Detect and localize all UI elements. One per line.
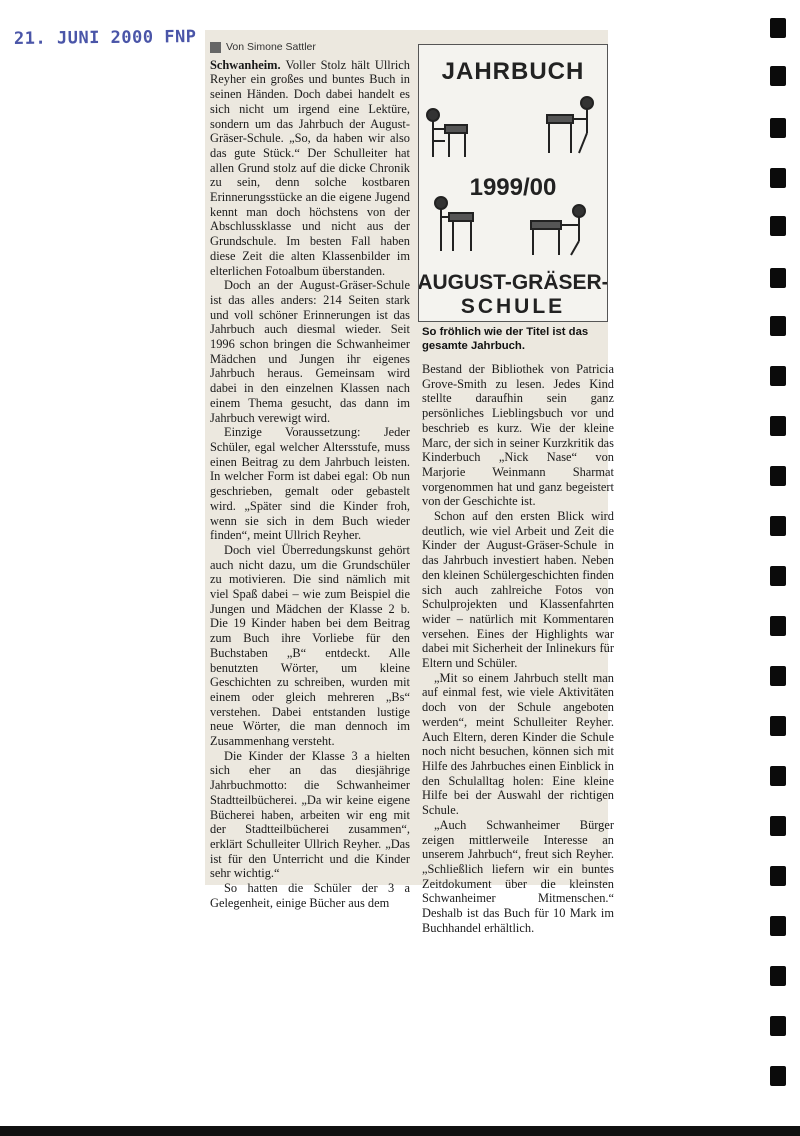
punch-hole bbox=[770, 118, 786, 138]
article-paragraph-6: So hatten die Schüler der 3 a Gelegenheit, einige Bücher aus dem bbox=[210, 881, 410, 910]
dateline-place: Schwanheim. bbox=[210, 57, 281, 72]
article-paragraph-8: Schon auf den ersten Blick wird deutlich, wie viel Arbeit und Zeit die Kinder der August-Gräser-Schule in das Jahrbuch investiert haben. Neben den kleinen Schülergeschichten finden sich auch zahlreiche Fotos von Schulprojekten und Klassenfahrten wider – natürlich mit Kommentaren versehen. Eines der Highlights war dabei mit Sicherheit der Inlinekurs für Eltern und Schüler. bbox=[422, 509, 614, 671]
punch-hole bbox=[770, 366, 786, 386]
article-paragraph-7: Bestand der Bibliothek von Patricia Grove-Smith zu lesen. Jedes Kind stellte daraufhin sein ganz persönliches Lieblingsbuch vor und beschrieb es kurz. Wie der kleine Marc, der sich in seiner Kurzkritik das Kinderbuch „Nick Nase“ von Marjorie Weinmann Sharmat vorgenommen hat und ganz begeistert von der Geschichte ist. bbox=[422, 362, 614, 509]
cover-year: 1999/00 bbox=[469, 174, 557, 201]
cover-school-line-2: SCHULE bbox=[460, 295, 566, 318]
article-paragraph-10: „Auch Schwanheimer Bürger zeigen mittlerweile Interesse an unserem Jahrbuch“, freut sich Reyher. „Schließlich liefern wir ein buntes Zeitdokument über die kleinsten Schwanheimer Mitmenschen.“ Deshalb ist das Buch für 10 Mark im Buchhandel erhältlich. bbox=[422, 817, 614, 935]
drawing-child-desk-top-right bbox=[547, 97, 593, 153]
punch-hole bbox=[770, 1016, 786, 1036]
date-stamp: 21. JUNI 2000 FNP bbox=[13, 27, 197, 49]
scan-bottom-edge bbox=[0, 1126, 800, 1136]
punch-hole bbox=[770, 466, 786, 486]
article-paragraph-4: Doch viel Überredungskunst gehört auch nicht dazu, um die Grundschüler zu motivieren. Die sind nämlich mit viel Spaß dabei – wie zum Beispiel die Jungen und Mädchen der Klasse 2 b. Die 19 Kinder haben bei dem Beitrag zum Buch ihre Vorliebe für den Buchstaben „B“ entdeckt. Alle benutzten Wörter, um kleine Geschichten zu schreiben, wurden mit einem oder gleich mehreren „Bs“ verstehen. Dabei entstanden lustige neue Wörter, die man dennoch im Zusammenhang versteht. bbox=[210, 542, 410, 749]
punch-hole bbox=[770, 566, 786, 586]
punch-hole bbox=[770, 316, 786, 336]
article-paragraph-9: „Mit so einem Jahrbuch stellt man auf einmal fest, wie viele Aktivitäten doch von der Schule angeboten werden“, meint Schulleiter Reyher. Auch Eltern, deren Kinder die Schule noch nicht besuchen, können sich mit Hilfe des Jahrbuches einen Einblick in den Schulalltag holen: Eine kleine Hilfe bei der Auswahl der richtigen Schule. bbox=[422, 670, 614, 818]
punch-hole bbox=[770, 866, 786, 886]
article-paragraph-5: Die Kinder der Klasse 3 a hielten sich eher an das diesjährige Jahrbuchmotto: die Schwanheimer Stadtteilbücherei. „Da wir keine eigene Bücherei haben, arbeiten wir eng mit der Stadtteilbücherei zusammen“, erklärt Schulleiter Ullrich Reyher. „Das ist für den Unterricht und die Kinder sehr wichtig.“ bbox=[210, 748, 410, 881]
punch-hole bbox=[770, 1066, 786, 1086]
punch-hole bbox=[770, 168, 786, 188]
punch-hole bbox=[770, 416, 786, 436]
article-paragraph-2: Doch an der August-Gräser-Schule ist das alles anders: 214 Seiten stark und voll schöner Erinnerungen ist das Jahrbuch auch diesmal wieder. Seit 1996 schon bringen die Schwanheimer Mädchen und Jungen ihr eigenes Jahrbuch heraus. Gemeinsam wird dabei in den einzelnen Klassen nach einem Thema gesucht, das dann im Jahrbuch verewigt wird. bbox=[210, 278, 410, 425]
punch-hole bbox=[770, 216, 786, 236]
cover-title: JAHRBUCH bbox=[441, 58, 585, 85]
punch-hole bbox=[770, 666, 786, 686]
punch-hole bbox=[770, 616, 786, 636]
yearbook-cover-drawing bbox=[419, 45, 607, 321]
punch-hole bbox=[770, 916, 786, 936]
article-left-column bbox=[210, 40, 410, 910]
paragraph-text: Voller Stolz hält Ullrich Reyher ein großes und buntes Buch in seinen Händen. Doch dabei handelt es sich nicht um irgend eine Lektüre, sondern um das Jahrbuch der August-Gräser-Schule. „So, da haben wir also das gute Stück.“ Der Schulleiter hat allen Grund stolz auf die dicke Chronik zu sein, denn solche kostbaren Erinnerungsstücke an die eigene Jugend kennt man doch höchstens von der Abschlussklasse und nicht aus der Grundschule. Im besten Fall haben diese Zeit die alten Klassenbilder im elterlichen Fotoalbum überstanden. bbox=[210, 57, 411, 278]
byline bbox=[210, 40, 410, 55]
drawing-child-desk-top-left bbox=[427, 109, 467, 157]
article-paragraph-3: Einzige Voraussetzung: Jeder Schüler, egal welcher Altersstufe, muss einen Beitrag zu dem Jahrbuch leisten. In welcher Form ist dabei egal: Ob nun geschrieben, gemalt oder gebastelt wird. „Später sind die Kinder froh, wenn sie sich in dem Buch wieder finden“, meint Ullrich Reyher. bbox=[210, 425, 410, 543]
punch-hole bbox=[770, 66, 786, 86]
punch-hole bbox=[770, 516, 786, 536]
punch-hole bbox=[770, 716, 786, 736]
drawing-child-desk-bottom-left bbox=[435, 197, 473, 251]
article-paragraph-1 bbox=[210, 58, 410, 279]
punch-hole bbox=[770, 816, 786, 836]
article-right-column bbox=[422, 362, 614, 935]
punch-hole bbox=[770, 18, 786, 38]
yearbook-cover-picture bbox=[418, 44, 608, 322]
binder-punch-holes bbox=[770, 18, 790, 1128]
byline-text: Von Simone Sattler bbox=[226, 41, 316, 53]
cover-school-line-1: AUGUST-GRÄSER- bbox=[419, 271, 607, 294]
punch-hole bbox=[770, 766, 786, 786]
picture-caption: So fröhlich wie der Titel ist das gesamte Jahrbuch. bbox=[422, 326, 589, 352]
drawing-child-desk-bottom-right bbox=[531, 205, 585, 255]
punch-hole bbox=[770, 268, 786, 288]
punch-hole bbox=[770, 966, 786, 986]
byline-square-icon bbox=[210, 42, 221, 53]
